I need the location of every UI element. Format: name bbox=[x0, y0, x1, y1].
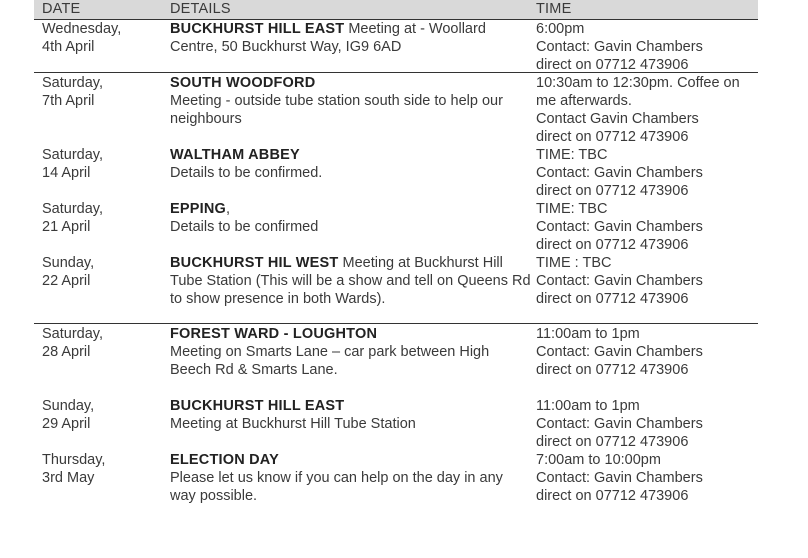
date-cell: Wednesday, 4th April bbox=[42, 21, 122, 55]
event-title: BUCKHURST HILL EAST bbox=[170, 398, 345, 414]
time-cell: 6:00pm Contact: Gavin Chambers direct on 07712 473906 bbox=[536, 21, 703, 73]
event-title: BUCKHURST HIL WEST bbox=[170, 255, 339, 271]
event-title: ELECTION DAY bbox=[170, 452, 280, 468]
details-cell bbox=[170, 325, 532, 379]
event-text: Meeting on Smarts Lane – car park between High Beech Rd & Smarts Lane. bbox=[170, 344, 490, 378]
time-cell: 10:30am to 12:30pm. Coffee on me afterwards. Contact Gavin Chambers direct on 07712 473906 bbox=[536, 75, 740, 145]
date-cell: Saturday, 28 April bbox=[42, 326, 103, 360]
event-title: BUCKHURST HILL EAST bbox=[170, 21, 345, 37]
event-title: WALTHAM ABBEY bbox=[170, 147, 300, 163]
event-text: Meeting at Buckhurst Hill Tube Station bbox=[170, 416, 416, 432]
event-title: SOUTH WOODFORD bbox=[170, 75, 316, 91]
date-cell: Saturday, 14 April bbox=[42, 147, 103, 181]
time-cell: 7:00am to 10:00pm Contact: Gavin Chambers direct on 07712 473906 bbox=[536, 452, 703, 504]
row-divider bbox=[34, 72, 758, 73]
table-header bbox=[34, 0, 758, 20]
time-cell: TIME: TBC Contact: Gavin Chambers direct on 07712 473906 bbox=[536, 147, 703, 199]
time-cell: 11:00am to 1pm Contact: Gavin Chambers direct on 07712 473906 bbox=[536, 326, 703, 378]
details-cell bbox=[170, 397, 532, 433]
date-cell: Thursday, 3rd May bbox=[42, 452, 106, 486]
header-time: TIME bbox=[536, 1, 572, 17]
details-cell bbox=[170, 254, 532, 308]
time-cell: 11:00am to 1pm Contact: Gavin Chambers direct on 07712 473906 bbox=[536, 398, 703, 450]
details-cell bbox=[170, 200, 532, 236]
details-cell bbox=[170, 451, 532, 505]
header-date: DATE bbox=[42, 1, 81, 17]
row-divider bbox=[34, 323, 758, 324]
details-cell bbox=[170, 20, 532, 56]
event-text: Meeting at Buckhurst Hill Tube Station (This will be a show and tell on Queens Rd to show presence in both Wards). bbox=[170, 255, 531, 307]
event-title: FOREST WARD - LOUGHTON bbox=[170, 326, 378, 342]
date-cell: Saturday, 7th April bbox=[42, 75, 103, 109]
event-text: , Details to be confirmed bbox=[170, 201, 319, 235]
event-text: Meeting - outside tube station south side to help our neighbours bbox=[170, 93, 503, 127]
time-cell: TIME : TBC Contact: Gavin Chambers direct on 07712 473906 bbox=[536, 255, 703, 307]
date-cell: Sunday, 29 April bbox=[42, 398, 95, 432]
event-text: Meeting at - Woollard Centre, 50 Buckhurst Way, IG9 6AD bbox=[170, 21, 486, 55]
event-text: Details to be confirmed. bbox=[170, 165, 323, 181]
date-cell: Sunday, 22 April bbox=[42, 255, 95, 289]
date-cell: Saturday, 21 April bbox=[42, 201, 103, 235]
time-cell: TIME: TBC Contact: Gavin Chambers direct on 07712 473906 bbox=[536, 201, 703, 253]
event-text: Please let us know if you can help on the day in any way possible. bbox=[170, 470, 503, 504]
event-title: EPPING bbox=[170, 201, 226, 217]
header-details: DETAILS bbox=[170, 1, 231, 17]
details-cell bbox=[170, 74, 532, 128]
details-cell bbox=[170, 146, 532, 182]
